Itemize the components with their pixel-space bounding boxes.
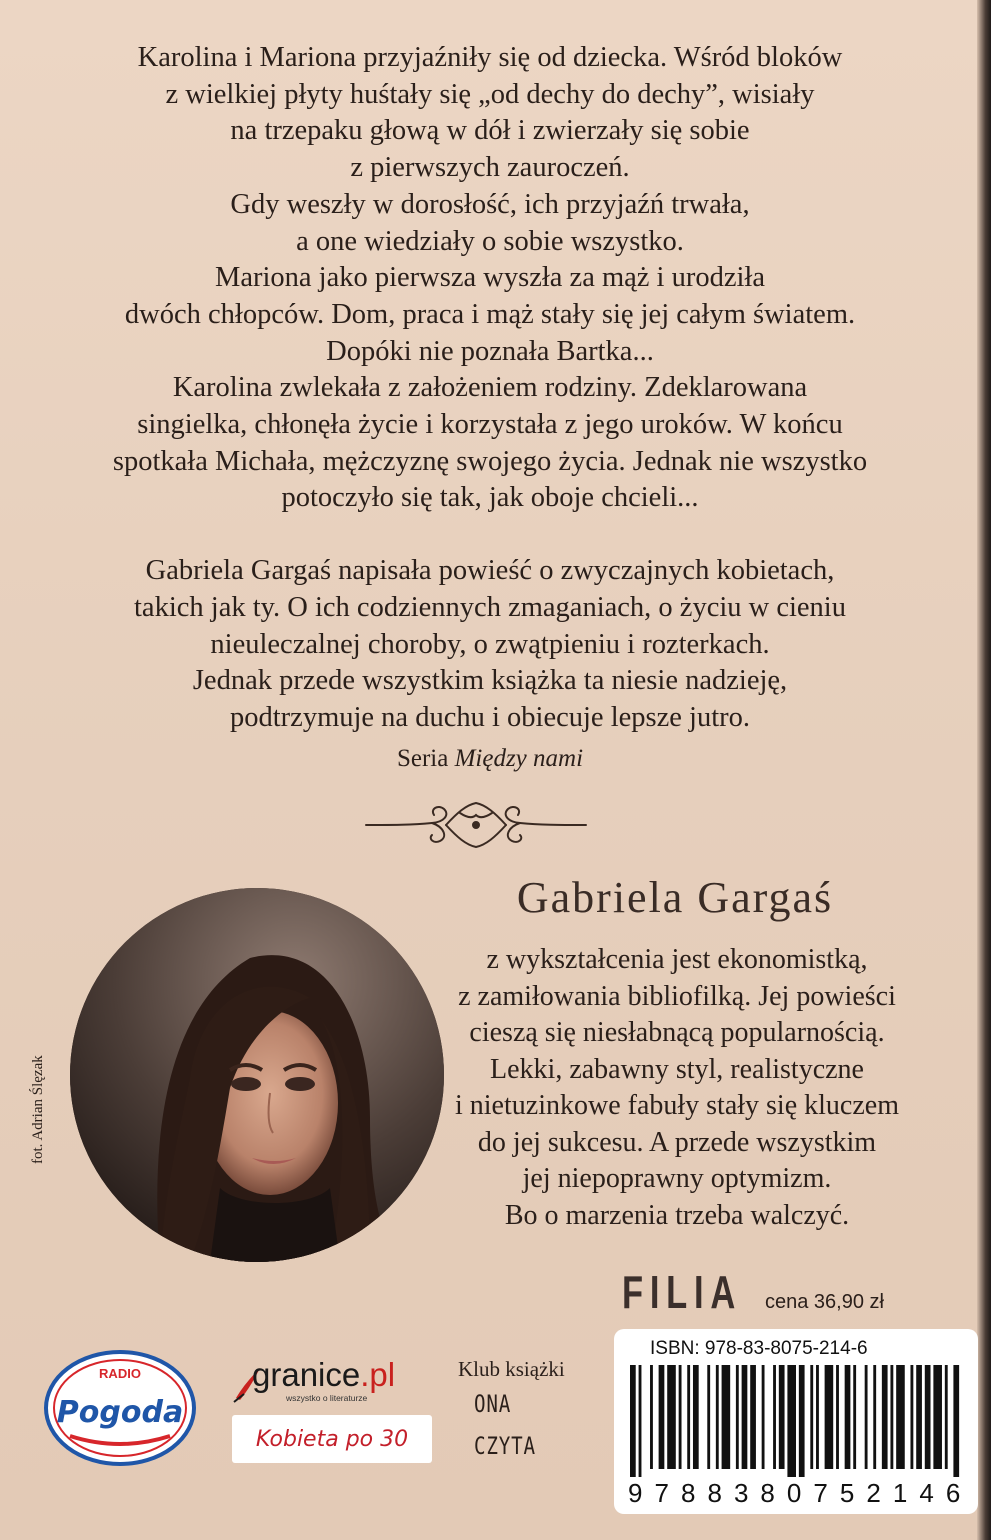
klub-ksiazki-label: Klub książki	[458, 1357, 565, 1381]
blurb-line: Gdy weszły w dorosłość, ich przyjaźń trwała,	[230, 188, 750, 220]
barcode-bar	[716, 1365, 719, 1469]
barcode-bar	[810, 1365, 813, 1469]
barcode-bar	[890, 1365, 893, 1469]
barcode-bar	[836, 1365, 839, 1469]
barcode-bar	[916, 1365, 922, 1469]
granice-tagline: wszystko o literaturze	[286, 1393, 368, 1403]
cover-edge	[977, 0, 991, 1540]
blurb-line: Mariona jako pierwsza wyszła za mąż i urodziła	[215, 262, 765, 294]
blurb-line: dwóch chłopców. Dom, praca i mąż stały się jej całym światem.	[124, 298, 856, 330]
barcode-bar	[845, 1365, 851, 1469]
blurb-line: Karolina zwlekała z założeniem rodziny. Zdeklarowana	[172, 372, 808, 404]
blurb-paragraph-1	[40, 40, 940, 517]
series-prefix: Seria	[396, 745, 449, 772]
barcode-bar	[667, 1365, 676, 1469]
barcode-bar	[896, 1365, 905, 1469]
bio-line: Bo o marzenia trzeba walczyć.	[504, 1199, 850, 1231]
barcode-bar	[779, 1365, 785, 1469]
barcode-bar	[707, 1365, 710, 1469]
bio-line: do jej sukcesu. A przede wszystkim	[477, 1126, 877, 1158]
blurb-paragraph-2	[40, 553, 940, 737]
photo-credit: fot. Adrian Ślęzak	[30, 1055, 46, 1165]
barcode-bar	[882, 1365, 888, 1469]
kobieta-po-30-logo: Kobieta po 30	[232, 1415, 432, 1463]
author-bio	[442, 942, 912, 1234]
barcode	[628, 1365, 964, 1477]
barcode-bar	[925, 1365, 931, 1469]
blurb	[40, 40, 940, 737]
blurb-line: z wielkiej płyty huśtały się „od dechy do dechy”, wisiały	[165, 78, 815, 110]
ona-czyta-logo-ona: ONA	[474, 1390, 512, 1418]
author-name: Gabriela Gargaś	[516, 873, 834, 922]
author-photo	[70, 888, 444, 1262]
blurb-line: a one wiedziały o sobie wszystko.	[296, 225, 684, 257]
barcode-bar	[679, 1365, 682, 1469]
blurb-line: potoczyło się tak, jak oboje chcieli...	[281, 482, 699, 514]
bio-line: z wykształcenia jest ekonomistką,	[486, 944, 868, 975]
series-name: Między nami	[454, 745, 584, 772]
blurb-line: takich jak ty. O ich codziennych zmaganiach, o życiu w cieniu	[134, 591, 846, 623]
blurb-line: podtrzymuje na duchu i obiecuje lepsze jutro.	[230, 701, 750, 733]
barcode-digit: 3	[733, 1478, 752, 1508]
barcode-bar	[953, 1365, 959, 1477]
barcode-digit: 7	[654, 1478, 673, 1508]
bio-line: z zamiłowania bibliofilką. Jej powieści	[458, 980, 896, 1012]
barcode-digit: 5	[839, 1478, 858, 1508]
barcode-bar	[687, 1365, 690, 1469]
barcode-bar	[787, 1365, 796, 1477]
barcode-bar	[762, 1365, 765, 1469]
barcode-digit: 2	[866, 1478, 885, 1508]
barcode-bar	[865, 1365, 868, 1469]
price: cena 36,90 zł	[765, 1291, 884, 1313]
barcode-bar	[825, 1365, 834, 1469]
barcode-bar	[910, 1365, 913, 1469]
pogoda-text: Pogoda	[56, 1395, 184, 1430]
barcode-bar	[630, 1365, 636, 1477]
barcode-bar	[650, 1365, 653, 1469]
barcode-digit: 8	[680, 1478, 700, 1508]
bio-line: i nietuzinkowe fabuły stały się kluczem	[455, 1090, 899, 1121]
publisher-logo: FILIA	[622, 1266, 742, 1318]
blurb-line: Karolina i Mariona przyjaźniły się od dziecka. Wśród bloków	[137, 42, 843, 73]
blurb-line: singielka, chłonęła życie i korzystała z jego uroków. W końcu	[137, 409, 843, 441]
barcode-digit: 8	[707, 1478, 726, 1508]
flourish-ornament	[362, 795, 590, 855]
barcode-bar	[799, 1365, 805, 1477]
barcode-bar	[659, 1365, 665, 1469]
barcode-bar	[750, 1365, 756, 1469]
barcode-bar	[722, 1365, 731, 1469]
blurb-line: spotkała Michała, mężczyznę swojego życia. Jednak nie wszystko	[112, 445, 868, 477]
granice-logo	[252, 1356, 395, 1394]
blurb-line: z pierwszych zauroczeń.	[350, 152, 630, 184]
granice-tld: .pl	[360, 1356, 396, 1393]
barcode-digit: 9	[628, 1478, 647, 1508]
barcode-digit: 4	[919, 1478, 938, 1508]
barcode-bar	[933, 1365, 942, 1469]
series-line	[40, 745, 940, 773]
granice-main: granice	[252, 1356, 361, 1393]
barcode-bar	[945, 1365, 948, 1469]
barcode-bar	[873, 1365, 876, 1469]
pogoda-radio-text: RADIO	[99, 1366, 141, 1381]
barcode-digit: 7	[813, 1478, 832, 1508]
isbn-label: ISBN: 978-83-8075-214-6	[650, 1338, 868, 1359]
blurb-line: Dopóki nie poznała Bartka...	[326, 335, 654, 367]
bio-line: jej niepoprawny optymizm.	[522, 1163, 832, 1194]
barcode-bar	[853, 1365, 856, 1469]
barcode-digit: 8	[760, 1478, 779, 1508]
blurb-line: na trzepaku głową w dół i zwierzały się sobie	[230, 115, 750, 147]
ona-czyta-logo-czyta: CZYTA	[474, 1432, 536, 1460]
barcode-bar	[816, 1365, 819, 1469]
barcode-bar	[773, 1365, 776, 1469]
barcode-digit: 6	[945, 1478, 964, 1508]
radio-pogoda-logo	[40, 1348, 200, 1470]
barcode-digit: 1	[892, 1478, 911, 1508]
bio-line: Lekki, zabawny styl, realistyczne	[490, 1053, 864, 1085]
bio-line: cieszą się niesłabnącą popularnością.	[469, 1017, 885, 1048]
barcode-bar	[742, 1365, 748, 1469]
barcode-bar	[639, 1365, 642, 1477]
barcode-bar	[693, 1365, 699, 1469]
blurb-line: Gabriela Gargaś napisała powieść o zwyczajnych kobietach,	[145, 555, 835, 587]
blurb-line: nieuleczalnej choroby, o zwątpieniu i rozterkach.	[210, 628, 770, 660]
barcode-bar	[736, 1365, 739, 1469]
barcode-digit: 0	[786, 1478, 805, 1508]
blurb-line: Jednak przede wszystkim książka ta niesie nadzieję,	[192, 665, 788, 697]
barcode-digits	[628, 1478, 964, 1509]
